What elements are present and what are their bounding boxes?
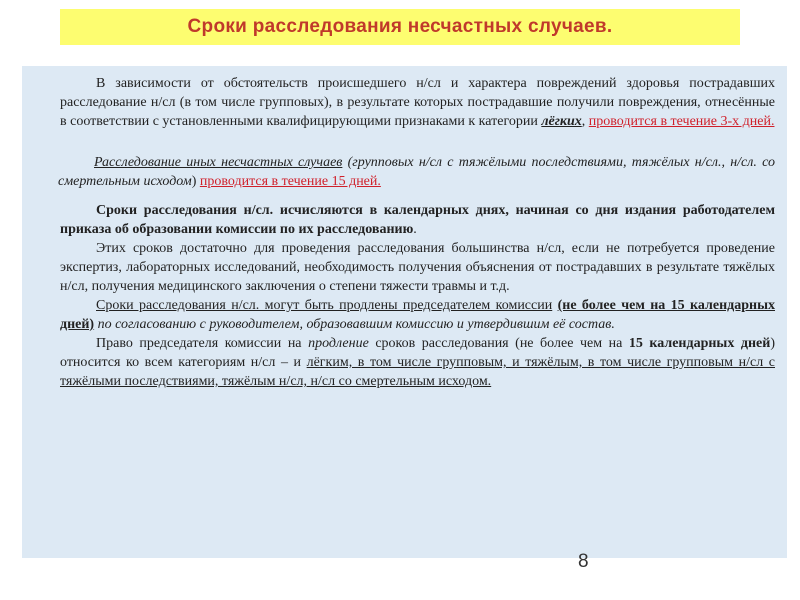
p6-italic: продление [308,336,369,351]
paragraph-calendar-days [60,201,775,239]
p2-middle: (групповых н/сл с тяжёлыми последствиями, тяжёлых н/сл., н/сл. со смертельным исходом [58,155,776,189]
paragraph-sufficient-time [60,239,775,296]
p2-lead: Расследование иных несчастных случаев [94,155,343,170]
p6-underlined: лёгким, в том числе групповым, и тяжёлым, в том числе групповым н/сл с тяжёлыми последствиями, тяжёлым н/сл, н/сл со смертельным исходом. [60,355,775,389]
title-bar [60,9,740,45]
p1-separator: , [581,114,589,129]
paragraph-chairman-right [60,334,775,391]
p2-close: ) [191,174,200,189]
p1-deadline: проводится в течение 3-х дней. [588,114,775,129]
p3-end: . [413,222,417,237]
paragraph-other-accidents [58,153,775,191]
p1-emphasis: лёгких [541,114,582,129]
p5-underlined: Сроки расследования н/сл. могут быть продлены председателем комиссии [96,298,553,313]
p1-text: В зависимости от обстоятельств происшедшего н/сл и характера повреждений здоровья пострадавших расследование н/сл (в том числе групповых), в результате которых пострадавшие получили повреждения, отнесённые в соответствии с установленными квалифицирующими признаками к категории [60,76,775,129]
paragraph-light-injuries [60,74,775,131]
p3-bold: Сроки расследования н/сл. исчисляются в календарных днях, начиная со дня издания работодателем приказа об образовании комиссии по их расследованию [60,203,775,237]
paragraph-extension [60,296,775,334]
page-title: Сроки расследования несчастных случаев. [187,16,613,37]
p6-t1: Право председателя комиссии на [96,336,309,351]
p4-text: Этих сроков достаточно для проведения расследования большинства н/сл, если не потребуется проведение экспертиз, лабораторных исследований, необходимость получения объяснения от пострадавших в результате тяжёлых н/сл, получения медицинского заключения о степени тяжести травмы и т.д. [60,241,775,294]
p6-t3: ) относится ко всем категориям н/сл – и [60,336,775,370]
p6-t2: сроков расследования (не более чем на [368,336,629,351]
page-number: 8 [578,551,589,572]
p2-deadline: проводится в течение 15 дней. [199,174,381,189]
p6-bold: 15 календарных дней [628,336,771,351]
content-box [22,66,787,558]
p5-bold: (не более чем на 15 календарных дней) [60,298,776,332]
p5-italic: по согласованию с руководителем, образовавшим комиссию и утвердившим её состав. [94,317,615,332]
